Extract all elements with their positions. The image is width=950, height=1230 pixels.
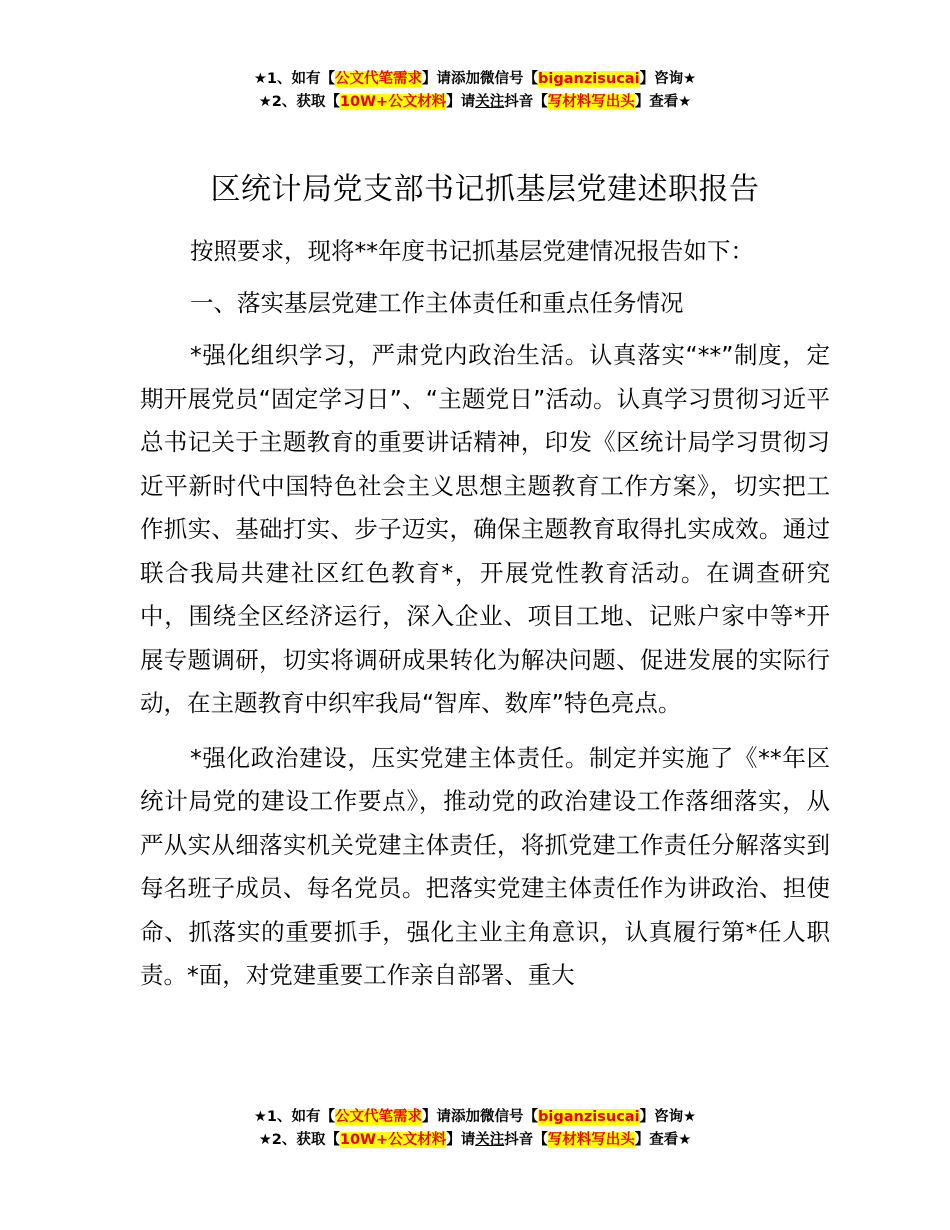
promo-text: ★2、获取【 bbox=[258, 94, 340, 110]
body-paragraph: *强化政治建设，压实党建主体责任。制定并实施了《**年区统计局党的建设工作要点》，推动党的政治建设工作落细落实，从严从实从细落实机关党建主体责任，将抓党建工作责任分解落实到每名班子成员、每名党员。把落实党建主体责任作为讲政治、担使命、抓落实的重要抓手，强化主业主角意识，认真履行第*任人职责。*面，对党建重要工作亲自部署、重大 bbox=[140, 743, 830, 989]
promo-text: ★1、如有【 bbox=[253, 1109, 336, 1125]
promo-underlined-text: 关注 bbox=[475, 94, 505, 110]
promo-text: 】咨询★ bbox=[639, 71, 697, 87]
document-body bbox=[140, 168, 830, 998]
promo-text: 抖音【 bbox=[504, 94, 548, 110]
promo-highlight-account: 写材料写出头 bbox=[547, 94, 635, 110]
promo-highlight-wechat-id: biganzisucai bbox=[538, 71, 640, 87]
promo-text: 】咨询★ bbox=[639, 1109, 697, 1125]
promo-text: 】请添加微信号【 bbox=[422, 71, 539, 87]
header-promo-banner bbox=[0, 68, 950, 114]
promo-highlight: 10W+公文材料 bbox=[339, 1132, 447, 1148]
promo-highlight: 公文代笔需求 bbox=[335, 1109, 423, 1125]
promo-highlight: 公文代笔需求 bbox=[335, 71, 423, 87]
promo-line-2 bbox=[0, 91, 950, 114]
body-paragraph: *强化组织学习，严肃党内政治生活。认真落实“**”制度，定期开展党员“固定学习日”、“主题党日”活动。认真学习贯彻习近平总书记关于主题教育的重要讲话精神，印发《区统计局学习贯彻习近平新时代中国特色社会主义思想主题教育工作方案》，切实把工作抓实、基础打实、步子迈实，确保主题教育取得扎实成效。通过联合我局共建社区红色教育*，开展党性教育活动。在调查研究中，围绕全区经济运行，深入企业、项目工地、记账户家中等*开展专题调研，切实将调研成果转化为解决问题、促进发展的实际行动，在主题教育中织牢我局“智库、数库”特色亮点。 bbox=[140, 341, 830, 717]
promo-highlight-wechat-id: biganzisucai bbox=[538, 1109, 640, 1125]
promo-text: 抖音【 bbox=[504, 1132, 548, 1148]
footer-promo-banner bbox=[0, 1106, 950, 1152]
promo-text: ★1、如有【 bbox=[253, 71, 336, 87]
section-heading: 一、落实基层党建工作主体责任和重点任务情况 bbox=[190, 288, 684, 317]
promo-text: 】查看★ bbox=[634, 94, 692, 110]
promo-text: ★2、获取【 bbox=[258, 1132, 340, 1148]
document-title: 区统计局党支部书记抓基层党建述职报告 bbox=[210, 172, 760, 207]
promo-text: 】请 bbox=[446, 1132, 476, 1148]
promo-line-1 bbox=[0, 68, 950, 91]
promo-highlight-account: 写材料写出头 bbox=[547, 1132, 635, 1148]
promo-text: 】请添加微信号【 bbox=[422, 1109, 539, 1125]
promo-line-2 bbox=[0, 1129, 950, 1152]
promo-highlight: 10W+公文材料 bbox=[339, 94, 447, 110]
promo-underlined-text: 关注 bbox=[475, 1132, 505, 1148]
promo-line-1 bbox=[0, 1106, 950, 1129]
promo-text: 】请 bbox=[446, 94, 476, 110]
promo-text: 】查看★ bbox=[634, 1132, 692, 1148]
intro-paragraph: 按照要求，现将**年度书记抓基层党建情况报告如下： bbox=[190, 237, 754, 265]
